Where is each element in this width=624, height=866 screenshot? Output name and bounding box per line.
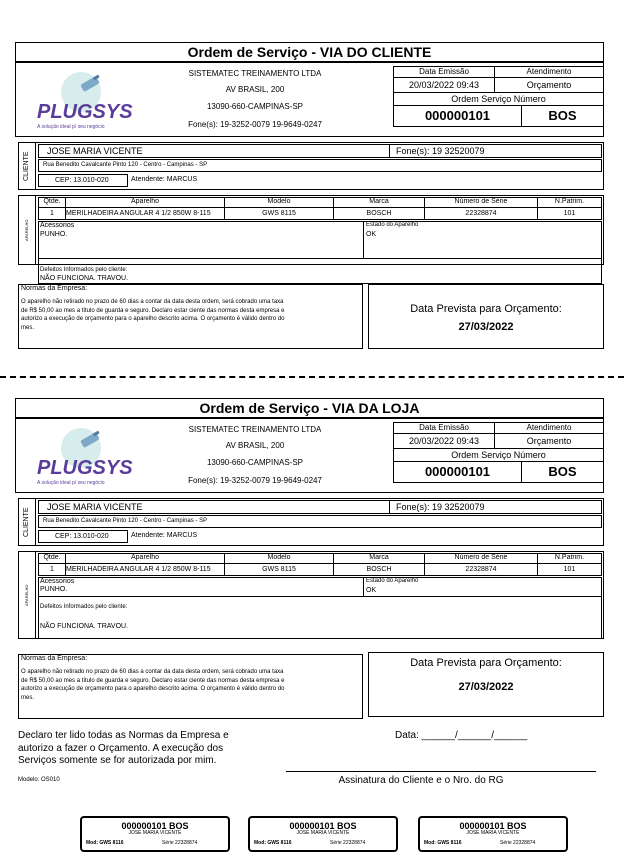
defeitos-box [38,596,602,639]
cliente-endereco: Rua Benedito Cavalcante Pinto 120 - Centro - Campinas - SP [38,159,602,172]
previsao-label: Data Prevista para Orçamento: [410,657,562,669]
cell-marca: BOSCH [333,563,425,576]
etiqueta [418,816,568,852]
etiqueta-mod: Mod: GWS 8116 [424,840,462,846]
col-qtde-header: Qtde. [38,553,66,564]
aparelho-table [38,197,602,221]
company-phones: Fone(s): 19-3252-0079 19-9649-0247 [188,120,322,129]
service-order-copy [0,398,624,728]
os-sufixo: BOS [521,461,604,483]
col-marca-header: Marca [333,553,425,564]
etiqueta-mod: Mod: GWS 8116 [254,840,292,846]
estado-value: OK [366,587,377,594]
cliente-atendente: Atendente: MARCUS [131,176,198,183]
etiqueta-numero: 000000101 BOS [121,821,189,831]
company-name: SISTEMATEC TREINAMENTO LTDA [188,69,322,78]
etiqueta-nome: JOSE MARIA VICENTE [296,830,350,836]
etiqueta-serie: Série 22328874 [500,840,536,846]
estado-value: OK [366,231,377,238]
cell-serie: 22328874 [424,563,538,576]
cell-aparelho: MERILHADEIRA ANGULAR 4 1/2 850W 8-115 [65,207,225,220]
etiqueta [80,816,230,852]
previsao-date: 27/03/2022 [458,321,514,333]
col-patrim-header: N.Patrim. [537,553,602,564]
os-numero: 000000101 [393,461,522,483]
col-patrim-header: N.Patrim. [537,197,602,208]
logo-text: PLUGSYS [37,101,133,123]
cell-modelo: GWS 8115 [224,207,334,220]
etiqueta-nome: JOSE MARIA VICENTE [466,830,520,836]
cliente-nome: JOSE MARIA VICENTE [38,500,390,514]
assinatura-label: Assinatura do Cliente e o Nro. do RG [338,775,504,786]
previsao-date: 27/03/2022 [458,681,514,693]
etiqueta-serie: Série 22328874 [330,840,366,846]
cliente-atendente: Atendente: MARCUS [131,532,198,539]
service-order-copy [0,42,624,372]
etiqueta-serie: Série 22328874 [162,840,198,846]
data-emissao-label: Data Emissão [393,66,495,78]
logo-tagline: A solução ideal p/ seu negócio [37,124,105,130]
page-title: Ordem de Serviço - VIA DO CLIENTE [15,42,604,62]
os-numero: 000000101 [393,105,522,127]
cliente-cep: CEP: 13.010-020 [38,530,128,543]
atendimento-value: Orçamento [494,433,604,449]
logo-tagline: A solução ideal p/ seu negócio [37,480,105,486]
page-title: Ordem de Serviço - VIA DA LOJA [15,398,604,418]
col-modelo-header: Modelo [224,553,334,564]
cell-patrim: 101 [537,207,602,220]
col-modelo-header: Modelo [224,197,334,208]
aparelho-section-label: APARELHO [18,195,36,265]
company-name: SISTEMATEC TREINAMENTO LTDA [188,425,322,434]
cliente-nome: JOSE MARIA VICENTE [38,144,390,158]
defeitos-value: NÃO FUNCIONA. TRAVOU. [40,275,129,282]
cliente-section-label: CLIENTE [18,142,36,190]
aparelho-table [38,553,602,577]
cell-modelo: GWS 8115 [224,563,334,576]
copy-loja [0,398,624,728]
cut-line [0,376,624,378]
atendimento-label: Atendimento [494,66,604,78]
acessorios-label: Acessorios [40,222,75,229]
defeitos-label: Defeitos Informados pelo cliente: [40,604,128,610]
os-sufixo: BOS [521,105,604,127]
data-label: Data: ______/______/______ [395,730,528,741]
data-emissao-value: 20/03/2022 09:43 [393,433,495,449]
modelo-label: Modelo: OS010 [18,777,60,783]
atendimento-label: Atendimento [494,422,604,434]
acessorios-box [38,577,364,597]
company-phones: Fone(s): 19-3252-0079 19-9649-0247 [188,476,322,485]
etiqueta-numero: 000000101 BOS [289,821,357,831]
etiqueta-mod: Mod: GWS 8116 [86,840,124,846]
col-serie-header: Número de Série [424,197,538,208]
cliente-section-label: CLIENTE [18,498,36,546]
cell-marca: BOSCH [333,207,425,220]
col-serie-header: Número de Série [424,553,538,564]
logo-text: PLUGSYS [37,457,133,479]
data-emissao-label: Data Emissão [393,422,495,434]
col-aparelho-header: Aparelho [65,553,225,564]
cell-aparelho: MERILHADEIRA ANGULAR 4 1/2 850W 8-115 [65,563,225,576]
defeitos-label: Defeitos Informados pelo cliente: [40,267,128,273]
cliente-fone: Fone(s): 19 32520079 [389,500,602,514]
company-address: AV BRASIL, 200 [225,85,285,94]
col-qtde-header: Qtde. [38,197,66,208]
cell-patrim: 101 [537,563,602,576]
atendimento-value: Orçamento [494,77,604,93]
acessorios-value: PUNHO. [40,586,68,593]
cell-serie: 22328874 [424,207,538,220]
col-aparelho-header: Aparelho [65,197,225,208]
acessorios-value: PUNHO. [40,231,68,238]
company-address: AV BRASIL, 200 [225,441,285,450]
os-numero-label: Ordem Serviço Número [393,448,604,462]
col-marca-header: Marca [333,197,425,208]
data-emissao-value: 20/03/2022 09:43 [393,77,495,93]
copy-cliente [0,42,624,372]
assinatura-line [286,771,596,772]
company-cep: 13090-660-CAMPINAS-SP [206,102,304,111]
normas-text: O aparelho não retirado no prazo de 60 dias a contar da data desta ordem, será cobrado uma taxa de R$ 50,00 ao mes a título de guarda e seguro. Declaro estar ciente das normas desta empresa e autorizo a execução de orçamento para o aparelho descrito acima. O orçamento é válido dentro do mes. [21,669,285,701]
cell-qtde: 1 [38,563,66,576]
normas-label: Normas da Empresa: [21,655,88,662]
acessorios-box [38,221,364,259]
declaracao-text: Declaro ter lido todas as Normas da Empresa e autorizo a fazer o Orçamento. A execução dos Serviços somente se for autorizada por mim. [18,730,229,766]
normas-label: Normas da Empresa: [21,285,88,292]
previsao-label: Data Prevista para Orçamento: [410,303,562,315]
etiqueta-numero: 000000101 BOS [459,821,527,831]
logo [35,70,135,132]
os-numero-label: Ordem Serviço Número [393,92,604,106]
cliente-fone: Fone(s): 19 32520079 [389,144,602,158]
aparelho-section-label: APARELHO [18,551,36,639]
etiqueta [248,816,398,852]
estado-label: Estado do Aparelho [366,222,419,228]
acessorios-label: Acessorios [40,578,75,585]
logo [35,426,135,488]
company-cep: 13090-660-CAMPINAS-SP [206,458,304,467]
cliente-endereco: Rua Benedito Cavalcante Pinto 120 - Centro - Campinas - SP [38,515,602,528]
cliente-cep: CEP: 13.010-020 [38,174,128,187]
cell-qtde: 1 [38,207,66,220]
estado-label: Estado do Aparelho [366,578,419,584]
previsao-box [368,284,604,349]
normas-text: O aparelho não retirado no prazo de 60 dias a contar da data desta ordem, será cobrado uma taxa de R$ 50,00 ao mes a título de guarda e seguro. Declaro estar ciente das normas desta empresa e autorizo a execução de orçamento para o aparelho descrito acima. O orçamento é válido dentro do mes. [21,299,285,331]
etiqueta-nome: JOSE MARIA VICENTE [128,830,182,836]
defeitos-value: NÃO FUNCIONA. TRAVOU. [40,623,129,630]
